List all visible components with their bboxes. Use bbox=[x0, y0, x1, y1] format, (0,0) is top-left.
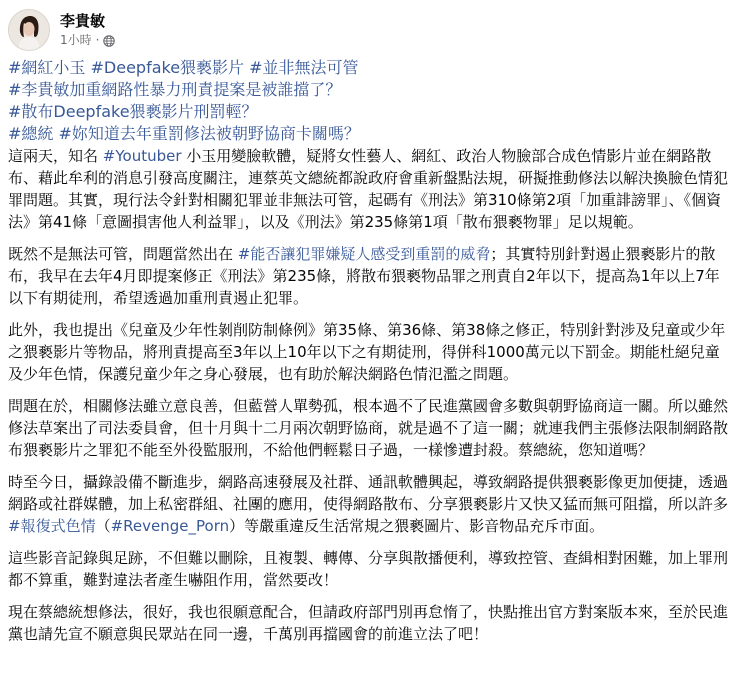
post-header bbox=[8, 6, 115, 54]
post-body bbox=[8, 57, 730, 645]
paragraph-text: 小玉用變臉軟體，疑將女性藝人、網紅、政治人物臉部合成色情影片並在網路散布、藉此牟利的消息引發高度關注，連蔡英文總統都說政府會重新盤點法規，研擬推動修法以解決換臉色情犯罪問題。其實，現行法令針對相關犯罪並非無法可管，起碼有《刑法》第310條第2項「加重誹謗罪」、《個資法》第41條「意圖損害他人利益罪」，以及《刑法》第235條第1項「散布猥褻物罪」足以規範。 bbox=[8, 147, 729, 231]
hashtag-link-revenge-porn-zh[interactable]: #報復式色情 bbox=[8, 517, 96, 535]
post-paragraph: 問題在於，相關修法雖立意良善，但藍營人單勢孤，根本過不了民進黨國會多數與朝野協商這一關。所以雖然修法草案出了司法委員會，但十月與十二月兩次朝野協商，就是過不了這一關；就連我們主張修法限制網路散布猥褻影片之罪犯不能至外役監服刑，不給他們輕鬆日子過，一樣慘遭封殺。蔡總統，您知道嗎？ bbox=[8, 397, 729, 459]
post-paragraph bbox=[8, 243, 730, 309]
globe-icon[interactable] bbox=[103, 35, 115, 47]
avatar[interactable] bbox=[8, 9, 50, 51]
post-paragraph: 此外，我也提出《兒童及少年性剝削防制條例》第35條、第36條、第38條之修正，特別針對涉及兒童或少年之猥褻影片等物品，將刑責提高至3年以上10年以下之有期徒刑，得併科1000萬元以下罰金。期能杜絕兒童及少年色情，保護兒童少年之身心發展，也有助於解決網路色情氾濫之問題。 bbox=[8, 321, 726, 383]
paragraph-text: 既然不是無法可管，問題當然出在 bbox=[8, 245, 238, 263]
hashtag-link-revenge-porn[interactable]: #Revenge_Porn bbox=[110, 517, 230, 535]
hashtag-link-penalty[interactable]: #能否讓犯罪嫌疑人感受到重罰的威脅 bbox=[237, 245, 491, 263]
author-name[interactable]: 李貴敏 bbox=[60, 12, 106, 30]
post-paragraph bbox=[8, 145, 730, 233]
post-meta bbox=[60, 33, 115, 48]
post-paragraph bbox=[8, 471, 730, 537]
paragraph-text: 這兩天，知名 bbox=[8, 147, 103, 165]
hashtag-link-youtuber[interactable]: #Youtuber bbox=[102, 147, 182, 165]
paragraph-text: （ bbox=[95, 517, 111, 535]
paragraph-text: ；其實特別針對遏止猥褻影片的散布，我早在去年4月即提案修正《刑法》第235條，將散布猥褻物品罪之刑責自2年以下，提高為1年以上7年以下有期徒刑，希望透過加重刑責遏止犯罪。 bbox=[8, 245, 720, 307]
paragraph-text: 時至今日，攝錄設備不斷進步，網路高速發展及社群、通訊軟體興起，導致網路提供猥褻影像更加便捷，透過網路或社群媒體，加上私密群組、社團的應用，使得網路散布、分享猥褻影片又快又猛而無可阻擋，所以許多 bbox=[8, 473, 729, 513]
paragraph-text: ）等嚴重違反生活常規之猥褻圖片、影音物品充斥市面。 bbox=[229, 517, 605, 535]
hashtag-line[interactable]: #總統 #妳知道去年重罰修法被朝野協商卡關嗎？ bbox=[8, 124, 360, 143]
post-timestamp[interactable]: 1小時 bbox=[60, 33, 92, 47]
post-paragraph: 現在蔡總統想修法，很好，我也很願意配合，但請政府部門別再怠惰了，快點推出官方對案版本來，至於民進黨也請先宣不願意與民眾站在同一邊，千萬別再擋國會的前進立法了吧！ bbox=[8, 603, 729, 643]
avatar-photo-icon bbox=[9, 10, 49, 50]
post-paragraph: 這些影音記錄與足跡，不但難以刪除，且複製、轉傳、分享與散播便利，導致控管、查緝相對困難，加上罪刑都不算重，難對違法者產生嚇阻作用，當然要改！ bbox=[8, 549, 729, 589]
hashtag-line[interactable]: #網紅小玉 #Deepfake猥褻影片 #並非無法可管 bbox=[8, 58, 359, 77]
hashtag-line[interactable]: #散布Deepfake猥褻影片刑罰輕？ bbox=[8, 102, 258, 121]
hashtag-line[interactable]: #李貴敏加重網路性暴力刑責提案是被誰擋了？ bbox=[8, 80, 342, 99]
meta-separator: · bbox=[95, 33, 100, 47]
